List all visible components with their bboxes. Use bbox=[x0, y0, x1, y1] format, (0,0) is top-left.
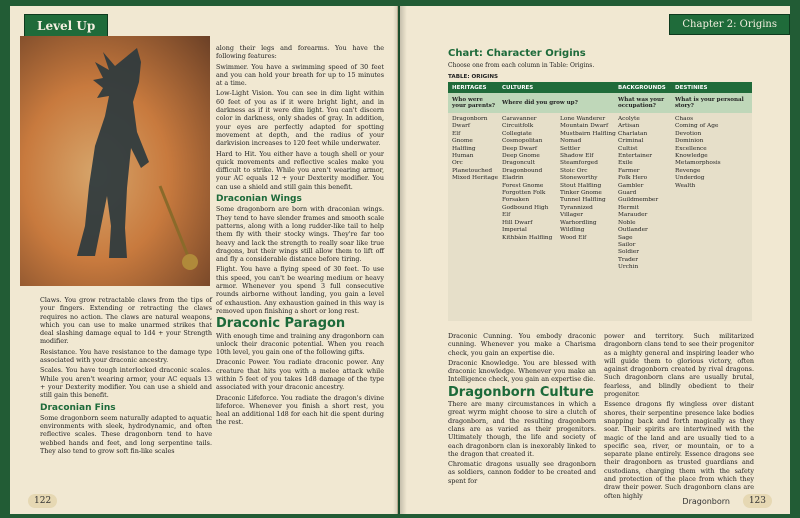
destinies-list bbox=[671, 116, 746, 321]
table-cell: Eladrin bbox=[502, 175, 524, 182]
table-cell: Hermit bbox=[618, 204, 639, 211]
chart-title: Chart: Character Origins bbox=[448, 48, 586, 59]
table-cell: Forsaken bbox=[502, 197, 530, 204]
fins-heading: Draconian Fins bbox=[40, 402, 116, 413]
knowledge-paragraph: Draconic Knowledge. You are blessed with draconic knowledge. Whenever you make an Intelligence check, you gain an expertise die. bbox=[448, 358, 596, 384]
table-cell: Steamforged bbox=[560, 160, 598, 167]
question-backgrounds: What was your occupation? bbox=[618, 97, 665, 109]
right-page bbox=[400, 6, 790, 514]
hard-to-hit-paragraph: Hard to Hit. You either have a tough shell or your quick movements and reflective scales make you difficult to strike. While you aren't wearing armor, your AC equals 12 + your Dexterity modifier. You can use a shield and still gain this benefit. bbox=[216, 149, 384, 191]
table-cell: Wood Elf bbox=[560, 234, 587, 241]
table-cell: Acolyte bbox=[618, 116, 640, 122]
table-cell: Devotion bbox=[675, 130, 702, 137]
features-intro: along their legs and forearms. You have the following features: bbox=[216, 44, 384, 61]
wings-paragraph: Some dragonborn are born with draconian wings. They tend to have slender frames and smooth scale patterns, along with a long rudder-like tail to help them fly with their stocky wings. They're far too heavy and lack the strength to really soar like true dragons, but their wings still allow them to lift off and fly a considerable distance before tiring. bbox=[216, 205, 384, 264]
left-page bbox=[10, 6, 398, 514]
table-cell: Tyrannized bbox=[560, 204, 593, 211]
table-cell: Human bbox=[452, 153, 474, 160]
cultures-list-a bbox=[502, 116, 560, 321]
page-number-right: 123 bbox=[743, 494, 772, 508]
culture-heading: Dragonborn Culture bbox=[448, 384, 594, 400]
table-cell: Stoic Orc bbox=[560, 167, 588, 174]
table-cell: Shadow Elf bbox=[560, 153, 594, 160]
header-destinies: DESTINIES bbox=[675, 84, 708, 91]
table-cell: Dragonborn bbox=[452, 116, 488, 122]
lifeforce-paragraph: Draconic Lifeforce. You radiate the dragon's divine lifeforce. Whenever you finish a short rest, you heal an additional 1d8 for each hit die spent during the rest. bbox=[216, 393, 384, 427]
chart-subtitle: Choose one from each column in Table: Origins. bbox=[448, 62, 595, 69]
table-cell: Orc bbox=[452, 160, 463, 167]
table-cell: Cosmopolitan bbox=[502, 138, 543, 145]
header-heritages: HERITAGES bbox=[452, 84, 487, 91]
table-cell: Revenge bbox=[675, 167, 701, 174]
chapter-tab-right: Chapter 2: Origins bbox=[669, 14, 790, 35]
table-cell: Metamorphosis bbox=[675, 160, 721, 167]
resistance-paragraph: Resistance. You have resistance to the damage type associated with your draconic ancestry. bbox=[40, 347, 212, 365]
heritages-list bbox=[448, 116, 498, 321]
table-cell: Wildling bbox=[560, 227, 585, 234]
table-cell: Tinker Gnome bbox=[560, 190, 602, 197]
backgrounds-list bbox=[614, 116, 671, 321]
table-cell: Chaos bbox=[675, 116, 694, 122]
table-cell: Exile bbox=[618, 160, 633, 167]
table-cell: Imperial bbox=[502, 227, 527, 234]
table-cell: Planetouched bbox=[452, 167, 493, 174]
fins-paragraph: Some dragonborn seem naturally adapted to aquatic environments with sleek, hydrodynamic, and often reflective scales. These dragonborn tend to have webbed hands and feet, and long serpentine tails. They also tend to grow soft fin-like scales bbox=[40, 413, 212, 456]
table-cell: Elf bbox=[452, 130, 461, 137]
table-cell: Nomad bbox=[560, 138, 582, 145]
table-cell: Underdog bbox=[675, 175, 705, 182]
table-cell: Dwarf bbox=[452, 123, 470, 130]
right-column-2 bbox=[604, 332, 754, 502]
essence-paragraph: Essence dragons fly wingless over distant shores, their serpentine presence lake bodies snapping back and forth magically as they soar. Their spirits are intertwined with the magic of the land and are usually tied to a specific sea, river, or mountain, or to a separate plane entirely. Essence dragons see their dragonborn as trusted guardians and custodians, charging them with the safety and protection of the place from which they draw their power. Such dragonborn clans are often highly bbox=[604, 400, 754, 500]
left-column-2 bbox=[216, 44, 384, 429]
table-cell: Mountain Dwarf bbox=[560, 123, 609, 130]
table-label: TABLE: ORIGINS bbox=[448, 74, 499, 80]
table-cell: Hill Dwarf bbox=[502, 219, 533, 226]
table-cell: Dragoncult bbox=[502, 160, 535, 167]
table-cell: Guard bbox=[618, 190, 637, 197]
table-cell: Kithbàin Halfling bbox=[502, 234, 553, 241]
swimmer-paragraph: Swimmer. You have a swimming speed of 30 feet and you can hold your breath for up to 15 minutes at a time. bbox=[216, 62, 384, 88]
table-header-row bbox=[448, 82, 752, 93]
page-number-left: 122 bbox=[28, 494, 57, 508]
table-cell: Artisan bbox=[618, 123, 640, 130]
table-cell: Farmer bbox=[618, 167, 640, 174]
table-cell: Circuitfolk bbox=[502, 123, 534, 130]
table-cell: Warhordling bbox=[560, 219, 597, 226]
power-paragraph: Draconic Power. You radiate draconic power. Any creature that hits you with a melee attack while within 5 feet of you takes 1d8 damage of the type associated with your draconic ancestry. bbox=[216, 358, 384, 392]
table-cell: Folk Hero bbox=[618, 175, 648, 182]
table-cell: Gnome bbox=[452, 138, 473, 145]
table-cell: Knowledge bbox=[675, 153, 708, 160]
chromatic-paragraph: Chromatic dragons usually see dragonborn as soldiers, cannon fodder to be created and spent for bbox=[448, 460, 596, 485]
militarized-paragraph: power and territory. Such militarized dragonborn clans tend to see their progenitor as a mighty general and inspiring leader who will guide them to glorious victory, often against dragonborn created by rival dragons. Such dragonborn clans are usually brutal, fearless, and blindly obedient to their progenitor. bbox=[604, 332, 754, 399]
culture-paragraph: There are many circumstances in which a great wyrm might choose to sire a clutch of dragonborn, and the resulting dragonborn clans are as varied as their progenitors. Ultimately though, the life and society of each dragonborn clan is inexorably linked to the dragon that created it. bbox=[448, 400, 596, 458]
cultures-list-b bbox=[560, 116, 618, 321]
table-cell: Tunnel Halfling bbox=[560, 197, 606, 204]
table-cell: Villager bbox=[560, 212, 584, 219]
table-cell: Elf bbox=[502, 212, 511, 219]
table-cell: Marauder bbox=[618, 212, 648, 219]
footer-race-name: Dragonborn bbox=[682, 497, 730, 506]
table-cell: Settler bbox=[560, 145, 581, 152]
left-column-1 bbox=[40, 296, 212, 457]
dragonborn-illustration bbox=[20, 36, 210, 286]
table-cell: Urchin bbox=[618, 264, 639, 271]
book-gutter bbox=[393, 6, 407, 514]
table-cell: Caravanner bbox=[502, 116, 537, 122]
chapter-tab-left: Level Up bbox=[24, 14, 108, 38]
table-cell: Stout Halfling bbox=[560, 182, 602, 189]
table-cell: Forest Gnome bbox=[502, 182, 544, 189]
table-cell: Excellence bbox=[675, 145, 707, 152]
table-cell: Sage bbox=[618, 234, 633, 241]
table-question-row bbox=[448, 93, 752, 113]
table-cell: Mustbairn Halfling bbox=[560, 130, 616, 137]
table-cell: Forgotten Folk bbox=[502, 190, 546, 197]
header-backgrounds: BACKGROUNDS bbox=[618, 84, 666, 91]
table-cell: Godbound High bbox=[502, 204, 549, 211]
table-cell: Soldier bbox=[618, 249, 640, 256]
flight-paragraph: Flight. You have a flying speed of 30 feet. To use this speed, you can't be wearing medium or heavy armor. Whenever you spend 3 full consecutive rounds airborne without landing, you gain a level of exhaustion. Any exhaustion gained in this way is removed upon finishing a short or long rest. bbox=[216, 265, 384, 315]
table-cell: Guildmember bbox=[618, 197, 659, 204]
right-column-1 bbox=[448, 332, 596, 487]
table-cell: Mixed Heritage bbox=[452, 175, 499, 182]
lowlight-paragraph: Low-Light Vision. You can see in dim light within 60 feet of you as if it were bright light, and in darkness as if it were dim light. You can't discern color in darkness, only shades of gray. In addition, your eyes are perfectly adapted for spotting movement at depth, and the radius of your darkvision increases to 120 feet while underwater. bbox=[216, 89, 384, 148]
dragonborn-figure-icon bbox=[20, 36, 210, 286]
table-cell: Deep Dwarf bbox=[502, 145, 538, 152]
question-destinies: What is your personal story? bbox=[675, 97, 744, 109]
cultures-lists bbox=[498, 116, 614, 321]
header-cultures: CULTURES bbox=[502, 84, 534, 91]
cunning-paragraph: Draconic Cunning. You embody draconic cunning. Whenever you make a Charisma check, you gain an expertise die. bbox=[448, 332, 596, 357]
paragon-paragraph: With enough time and training any dragonborn can unlock their draconic potential. When you reach 10th level, you gain one of the following gifts. bbox=[216, 331, 384, 357]
table-cell: Lone Wanderer bbox=[560, 116, 606, 122]
table-cell: Gambler bbox=[618, 182, 644, 189]
scales-paragraph: Scales. You have tough interlocked draconic scales. While you aren't wearing armor, your AC equals 13 + your Dexterity modifier. You can use a shield and still gain this benefit. bbox=[40, 366, 212, 400]
table-cell: Dominion bbox=[675, 138, 704, 145]
table-cell: Dragonbound bbox=[502, 167, 543, 174]
table-cell: Outlander bbox=[618, 227, 648, 234]
table-cell: Sailor bbox=[618, 241, 636, 248]
table-body bbox=[448, 113, 752, 321]
table-cell: Stoneworthy bbox=[560, 175, 598, 182]
question-cultures: Where did you grow up? bbox=[502, 100, 578, 106]
question-heritages: Who were your parents? bbox=[452, 97, 496, 109]
table-cell: Wealth bbox=[675, 182, 696, 189]
table-cell: Charlatan bbox=[618, 130, 648, 137]
table-cell: Entertainer bbox=[618, 153, 653, 160]
table-cell: Criminal bbox=[618, 138, 644, 145]
paragon-heading: Draconic Paragon bbox=[216, 316, 346, 332]
wings-heading: Draconian Wings bbox=[216, 194, 302, 205]
table-cell: Halfling bbox=[452, 145, 476, 152]
origins-table bbox=[448, 74, 752, 322]
table-cell: Noble bbox=[618, 219, 636, 226]
table-cell: Coming of Age bbox=[675, 123, 719, 130]
claws-paragraph: Claws. You grow retractable claws from the tips of your fingers. Extending or retracting the claws requires no action. The claws are natural weapons, which you can use to make unarmed strikes that deal slashing damage equal to 1d4 + your Strength modifier. bbox=[40, 296, 212, 346]
table-cell: Collegiate bbox=[502, 130, 532, 137]
table-cell: Trader bbox=[618, 256, 639, 263]
table-cell: Deep Gnome bbox=[502, 153, 540, 160]
table-cell: Cultist bbox=[618, 145, 638, 152]
